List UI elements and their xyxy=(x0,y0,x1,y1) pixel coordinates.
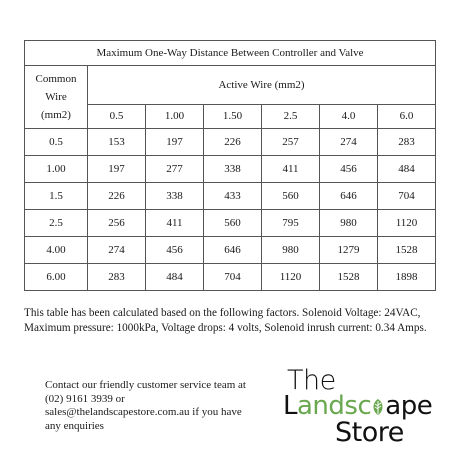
logo-landscape-green: andsc xyxy=(297,391,372,421)
column-size: 2.5 xyxy=(262,105,320,129)
table-cell: 704 xyxy=(378,183,436,210)
table-row xyxy=(25,156,436,183)
row-label: 0.5 xyxy=(25,129,88,156)
table-cell: 704 xyxy=(204,264,262,291)
table-cell: 257 xyxy=(262,129,320,156)
logo-landscape-prefix: L xyxy=(283,391,297,421)
distance-table-container xyxy=(24,40,435,298)
table-cell: 226 xyxy=(88,183,146,210)
landscape-store-logo xyxy=(283,365,433,450)
table-cell: 1279 xyxy=(320,237,378,264)
table-cell: 795 xyxy=(262,210,320,237)
contact-text: Contact our friendly customer service team at (02) 9161 3939 or sales@thelandscapestore.com.au if you have any enquiries xyxy=(45,379,246,432)
column-group-header: Active Wire (mm2) xyxy=(88,66,436,105)
table-cell: 338 xyxy=(146,183,204,210)
table-cell: 197 xyxy=(88,156,146,183)
table-row xyxy=(25,264,436,291)
table-cell: 980 xyxy=(320,210,378,237)
table-cell: 153 xyxy=(88,129,146,156)
table-cell: 484 xyxy=(146,264,204,291)
table-cell: 226 xyxy=(204,129,262,156)
table-cell: 411 xyxy=(262,156,320,183)
row-header-line-1: Common xyxy=(35,73,77,85)
table-cell: 1528 xyxy=(320,264,378,291)
table-cell: 283 xyxy=(378,129,436,156)
row-label: 1.00 xyxy=(25,156,88,183)
column-size: 1.00 xyxy=(146,105,204,129)
table-cell: 274 xyxy=(320,129,378,156)
table-cell: 1898 xyxy=(378,264,436,291)
table-cell: 256 xyxy=(88,210,146,237)
table-cell: 197 xyxy=(146,129,204,156)
table-cell: 980 xyxy=(262,237,320,264)
logo-line-the: The xyxy=(287,365,336,396)
table-row xyxy=(25,210,436,237)
logo-landscape-suffix: ape xyxy=(385,391,433,421)
table-cell: 646 xyxy=(204,237,262,264)
table-cell: 277 xyxy=(146,156,204,183)
row-label: 4.00 xyxy=(25,237,88,264)
distance-table xyxy=(24,40,436,291)
column-size: 0.5 xyxy=(88,105,146,129)
table-row xyxy=(25,183,436,210)
row-header-line-3: (mm2) xyxy=(41,109,71,121)
row-header-common-wire xyxy=(25,66,88,129)
row-label: 1.5 xyxy=(25,183,88,210)
logo-line-store: Store xyxy=(335,417,404,448)
row-label: 2.5 xyxy=(25,210,88,237)
table-row xyxy=(25,237,436,264)
table-cell: 1120 xyxy=(262,264,320,291)
table-cell: 560 xyxy=(204,210,262,237)
column-size: 6.0 xyxy=(378,105,436,129)
table-cell: 560 xyxy=(262,183,320,210)
table-cell: 646 xyxy=(320,183,378,210)
table-cell: 283 xyxy=(88,264,146,291)
row-header-line-2: Wire xyxy=(45,91,67,103)
table-cell: 484 xyxy=(378,156,436,183)
table-cell: 433 xyxy=(204,183,262,210)
table-cell: 1120 xyxy=(378,210,436,237)
table-cell: 274 xyxy=(88,237,146,264)
leaf-icon xyxy=(371,398,385,416)
table-cell: 411 xyxy=(146,210,204,237)
table-cell: 456 xyxy=(146,237,204,264)
table-cell: 456 xyxy=(320,156,378,183)
table-cell: 1528 xyxy=(378,237,436,264)
row-label: 6.00 xyxy=(25,264,88,291)
footnote-text: This table has been calculated based on the following factors. Solenoid Voltage: 24VAC, Maximum pressure: 1000kPa, Voltage drops: 4 volts, Solenoid inrush current: 0.34 Amps. xyxy=(24,307,427,334)
table-row xyxy=(25,129,436,156)
column-size: 1.50 xyxy=(204,105,262,129)
table-title: Maximum One-Way Distance Between Controller and Valve xyxy=(25,41,436,66)
column-size: 4.0 xyxy=(320,105,378,129)
table-cell: 338 xyxy=(204,156,262,183)
